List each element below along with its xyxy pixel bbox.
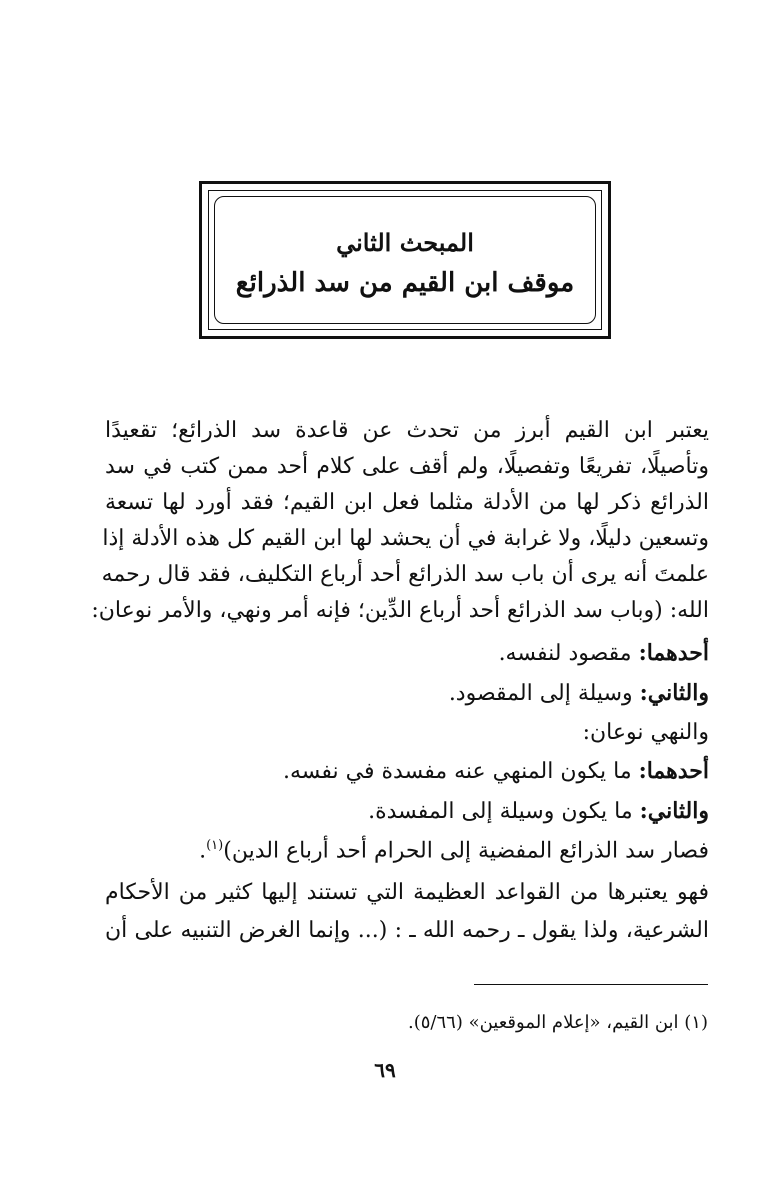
title-frame — [199, 181, 611, 339]
text-line: وتسعين دليلًا، ولا غرابة في أن يحشد لها ابن القيم كل هذه الأدلة إذا — [102, 526, 709, 551]
list-text: وسيلة إلى المقصود. — [448, 681, 640, 706]
section-heading: المبحث الثاني — [336, 228, 474, 257]
text-line: يعتبر ابن القيم أبرز من تحدث عن قاعدة سد الذرائع؛ تقعيدًا — [105, 418, 709, 443]
text-line: الله: (وباب سد الذرائع أحد أرباع الدِّين؛ فإنه أمر ونهي، والأمر نوعان: — [91, 598, 709, 623]
footnote-separator — [474, 984, 708, 985]
text-line: علمتَ أنه يرى أن باب سد الذرائع أحد أرباع التكليف، فقد قال رحمه — [101, 562, 709, 587]
text-line: وتأصيلًا، تفريعًا وتفصيلًا، ولم أقف على كلام أحد ممن كتب في سد — [105, 454, 709, 479]
footnote-reference[interactable]: (١) — [206, 838, 224, 853]
page-number: ٦٩ — [374, 1058, 396, 1082]
section-subheading: موقف ابن القيم من سد الذرائع — [235, 268, 575, 298]
footnote — [408, 1012, 708, 1033]
text-line: فهو يعتبرها من القواعد العظيمة التي تستند إليها كثير من الأحكام — [105, 880, 709, 905]
list-item — [583, 720, 709, 745]
footnote-text: ابن القيم، «إعلام الموقعين» (٥/٦٦). — [408, 1012, 685, 1033]
list-text: ما يكون المنهي عنه مفسدة في نفسه. — [283, 759, 639, 784]
text-line: الذرائع ذكر لها من الأدلة مثلما فعل ابن القيم؛ فقد أورد لها تسعة — [105, 490, 709, 515]
text-line: الشرعية، ولذا يقول ـ رحمه الله ـ : (... وإنما الغرض التنبيه على أن — [105, 918, 709, 943]
list-text: مقصود لنفسه. — [498, 641, 639, 666]
list-item — [368, 798, 709, 824]
list-item — [499, 640, 709, 666]
list-item — [283, 758, 709, 784]
list-label: أحدهما: — [638, 758, 709, 784]
list-text: والنهي نوعان: — [582, 720, 709, 745]
list-item — [449, 680, 709, 706]
list-label: أحدهما: — [638, 640, 709, 666]
list-label: والثاني: — [639, 798, 709, 824]
closing-line: فصار سد الذرائع المفضية إلى الحرام أحد أرباع الدين)$^{(١)}$. — [199, 838, 709, 864]
footnote-marker: (١) — [684, 1012, 708, 1033]
list-text: ما يكون وسيلة إلى المفسدة. — [368, 799, 640, 824]
list-label: والثاني: — [639, 680, 709, 706]
